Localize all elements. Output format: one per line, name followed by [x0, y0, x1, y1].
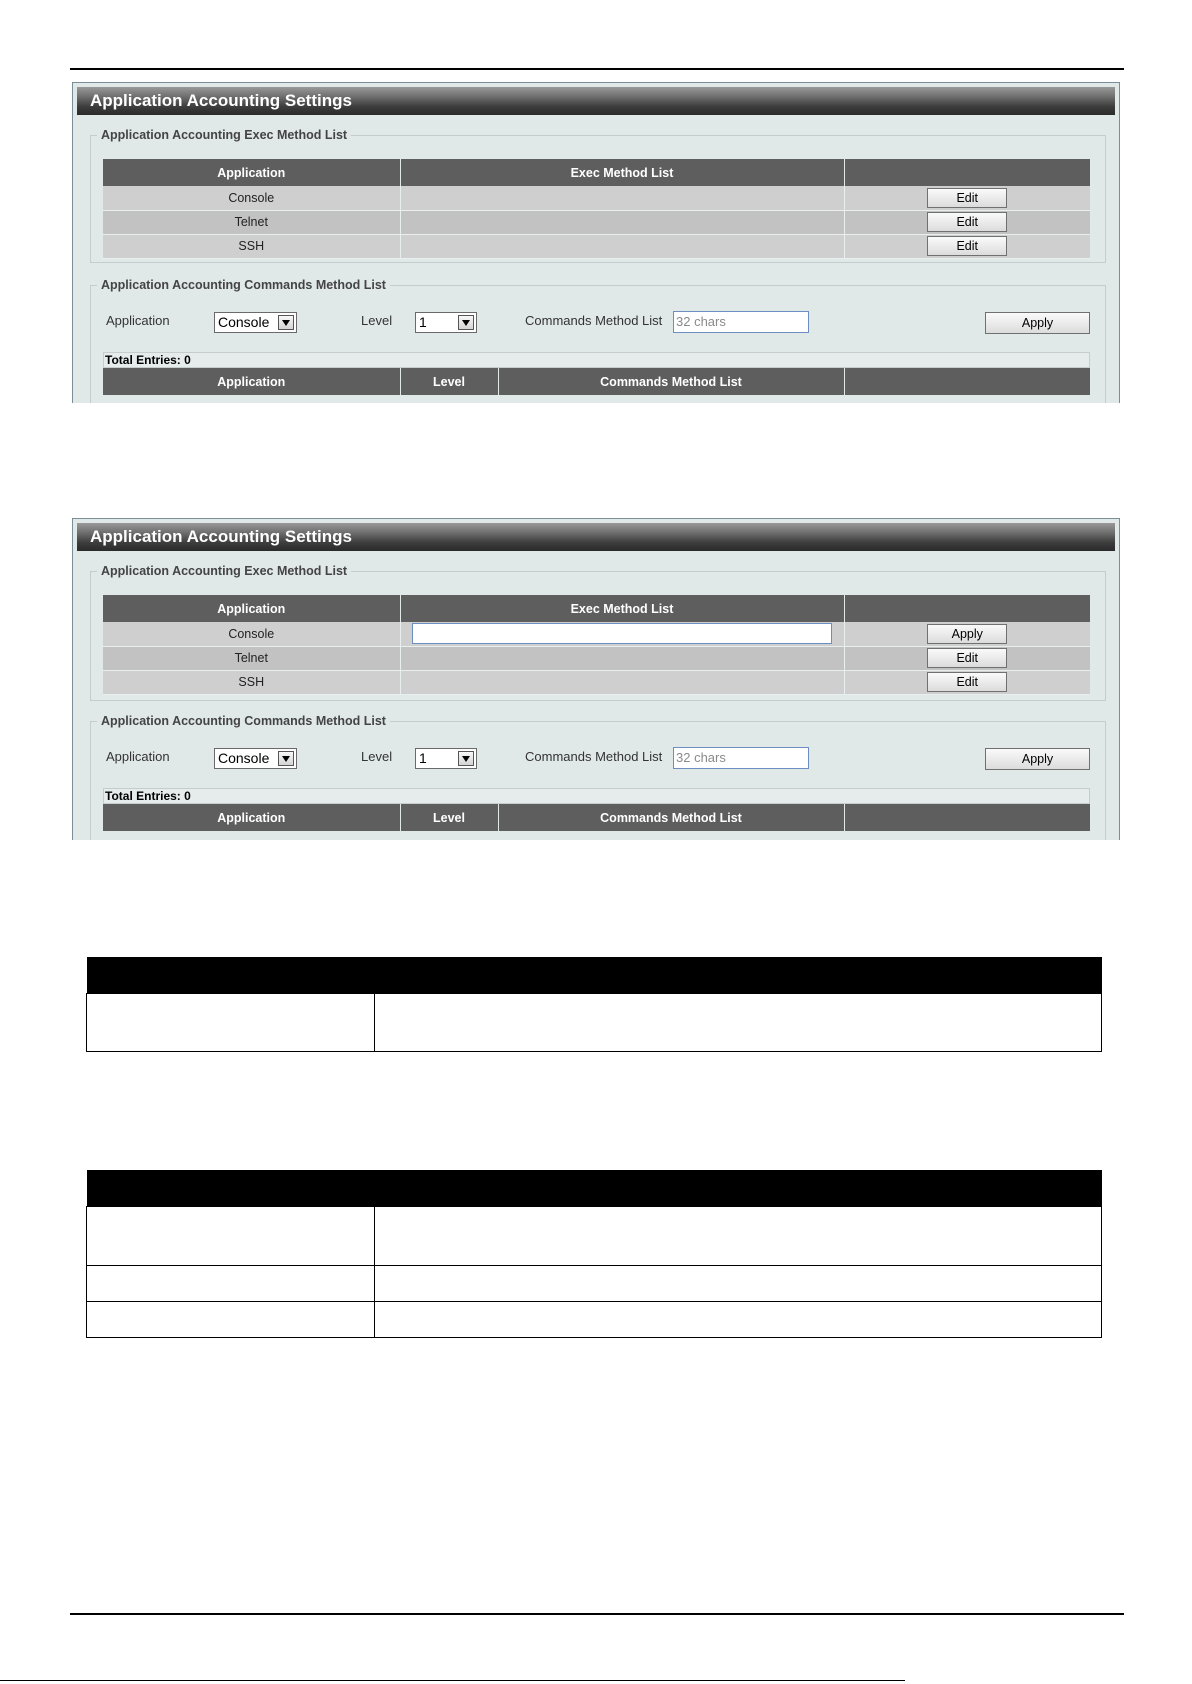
application-label: Application [106, 749, 170, 764]
table-row [103, 646, 1090, 670]
method-cell [400, 186, 844, 210]
col-level: Level [400, 368, 498, 395]
col-level: Level [400, 804, 498, 831]
panel-title: Application Accounting Settings [77, 87, 1115, 115]
table-row [103, 210, 1090, 234]
edit-button[interactable]: Edit [927, 648, 1007, 668]
exec-method-table [103, 159, 1090, 259]
table-row [103, 186, 1090, 210]
commands-method-fieldset [90, 278, 1106, 403]
col-commands-method-list: Commands Method List [498, 368, 844, 395]
edit-button[interactable]: Edit [927, 236, 1007, 256]
method-cell [400, 234, 844, 258]
commands-method-legend: Application Accounting Commands Method List [97, 713, 390, 729]
application-select[interactable] [214, 312, 297, 333]
commands-method-list-label: Commands Method List [525, 313, 663, 328]
table-row [103, 234, 1090, 258]
chevron-down-icon [278, 315, 294, 330]
table-row [103, 670, 1090, 694]
table-row [87, 1265, 1102, 1301]
col-action [844, 595, 1090, 622]
level-select-value: 1 [419, 750, 427, 766]
application-label: Application [106, 313, 170, 328]
exec-method-table [103, 595, 1090, 695]
panel-title: Application Accounting Settings [77, 523, 1115, 551]
application-cell: Telnet [103, 646, 400, 670]
total-entries: Total Entries: 0 [103, 352, 1090, 368]
col-commands-method-list: Commands Method List [498, 804, 844, 831]
commands-method-list-label: Commands Method List [525, 749, 663, 764]
application-cell: Console [103, 186, 400, 210]
col-action [844, 804, 1090, 831]
parameter-table-2 [86, 1170, 1102, 1338]
edit-button[interactable]: Edit [927, 212, 1007, 232]
application-cell: SSH [103, 234, 400, 258]
method-cell [400, 670, 844, 694]
page-header-rule [70, 68, 1124, 70]
method-cell [400, 646, 844, 670]
table-row [87, 1206, 1102, 1265]
table-header-row [87, 957, 1102, 993]
application-select-value: Console [218, 750, 270, 766]
edit-button[interactable]: Edit [927, 188, 1007, 208]
chevron-down-icon [278, 751, 294, 766]
chevron-down-icon [458, 315, 474, 330]
table-row [103, 622, 1090, 646]
footer-line [0, 1680, 905, 1681]
col-application: Application [103, 804, 400, 831]
commands-table-header [103, 368, 1090, 395]
table-header-row [87, 1170, 1102, 1206]
table-row [87, 993, 1102, 1051]
level-select[interactable] [415, 312, 477, 333]
screenshot-app-accounting-default [72, 82, 1120, 403]
commands-method-legend: Application Accounting Commands Method List [97, 277, 390, 293]
col-application: Application [103, 595, 400, 622]
exec-table-header [103, 595, 1090, 622]
commands-method-list-input[interactable]: 32 chars [673, 747, 809, 769]
commands-table-header [103, 804, 1090, 831]
apply-button[interactable]: Apply [927, 624, 1007, 644]
col-action [844, 159, 1090, 186]
exec-method-fieldset [90, 128, 1106, 263]
col-application: Application [103, 159, 400, 186]
edit-button[interactable]: Edit [927, 672, 1007, 692]
level-select[interactable] [415, 748, 477, 769]
col-exec-method-list: Exec Method List [400, 595, 844, 622]
table-row [87, 1301, 1102, 1337]
exec-table-header [103, 159, 1090, 186]
parameter-table-1 [86, 957, 1102, 1052]
application-cell: SSH [103, 670, 400, 694]
level-label: Level [361, 313, 393, 328]
col-exec-method-list: Exec Method List [400, 159, 844, 186]
application-cell: Console [103, 622, 400, 646]
chevron-down-icon [458, 751, 474, 766]
col-action [844, 368, 1090, 395]
commands-method-table [103, 804, 1090, 831]
commands-method-fieldset [90, 714, 1106, 840]
total-entries: Total Entries: 0 [103, 788, 1090, 804]
application-cell: Telnet [103, 210, 400, 234]
exec-method-list-input[interactable] [412, 623, 832, 644]
screenshot-app-accounting-edit [72, 518, 1120, 840]
page-footer-rule [70, 1613, 1124, 1615]
level-label: Level [361, 749, 393, 764]
exec-method-fieldset [90, 564, 1106, 701]
application-select-value: Console [218, 314, 270, 330]
application-select[interactable] [214, 748, 297, 769]
apply-button[interactable]: Apply [985, 748, 1090, 770]
commands-method-list-input[interactable]: 32 chars [673, 311, 809, 333]
exec-method-legend: Application Accounting Exec Method List [97, 127, 351, 143]
apply-button[interactable]: Apply [985, 312, 1090, 334]
col-application: Application [103, 368, 400, 395]
method-cell [400, 210, 844, 234]
commands-method-table [103, 368, 1090, 395]
level-select-value: 1 [419, 314, 427, 330]
exec-method-legend: Application Accounting Exec Method List [97, 563, 351, 579]
